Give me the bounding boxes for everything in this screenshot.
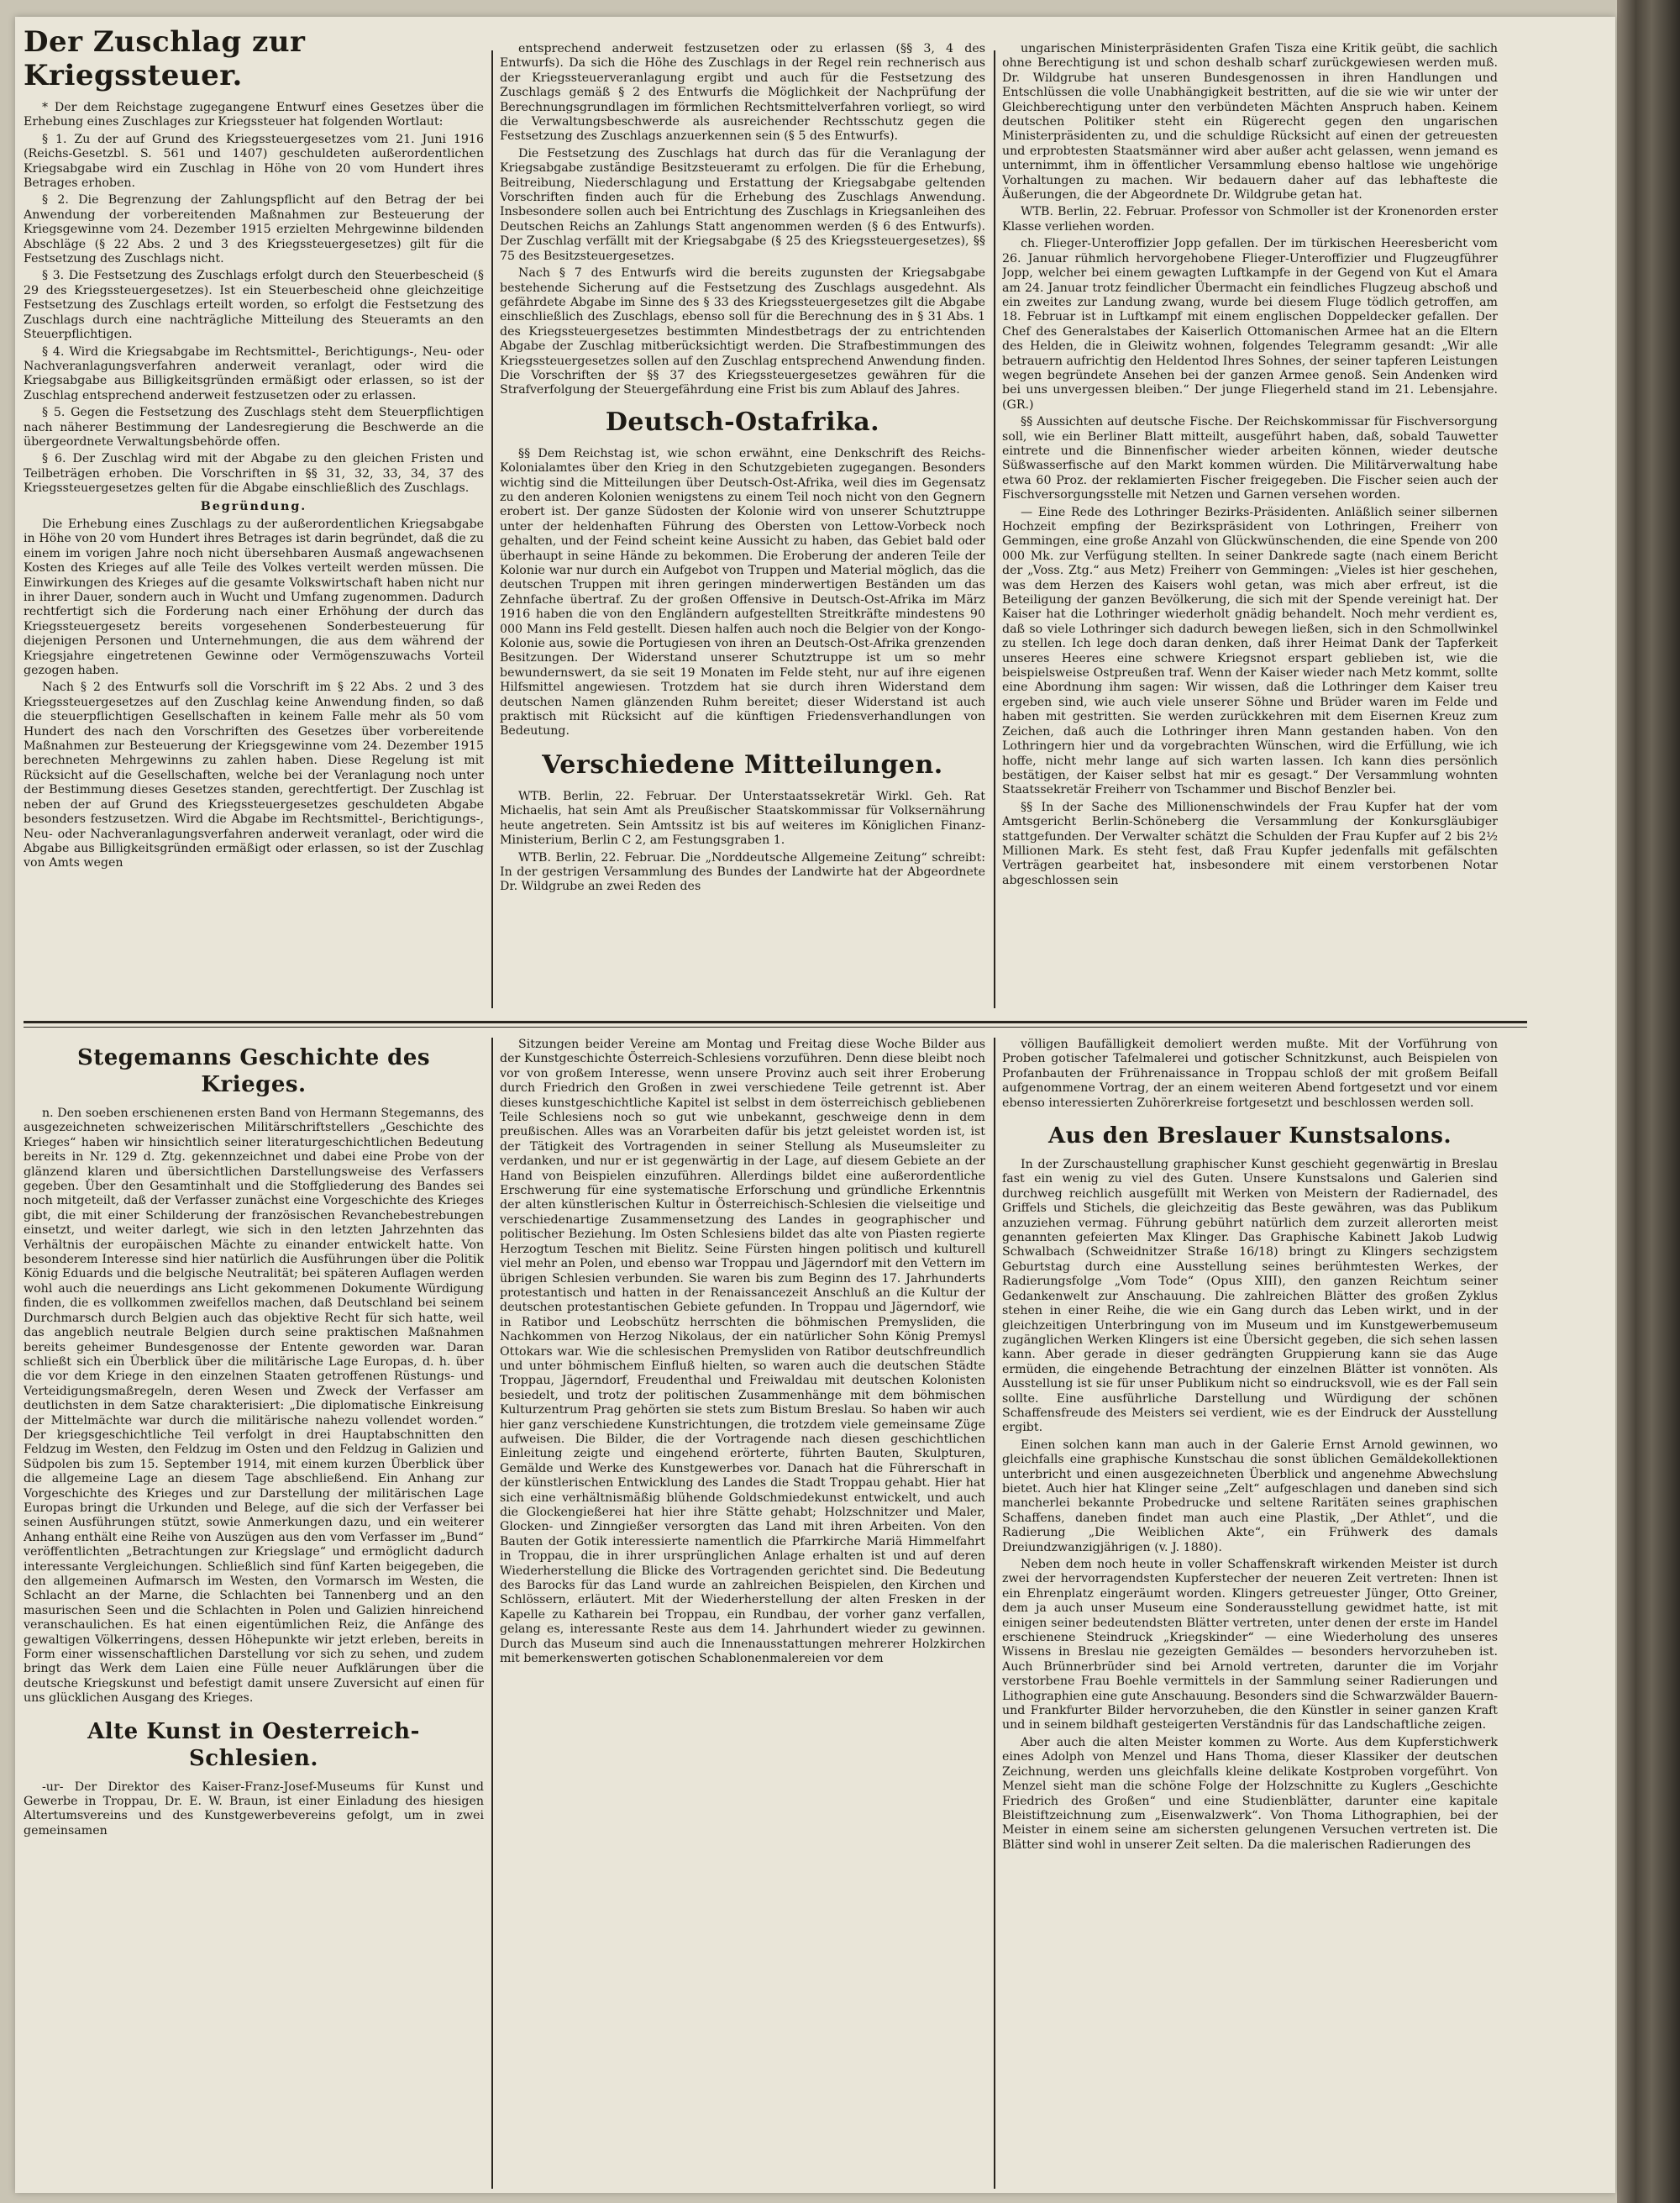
book-binding [1617, 0, 1680, 2203]
paragraph: Sitzungen beider Vereine am Montag und Freitag diese Woche Bilder aus der Kunstgeschichte Österreich-Schlesiens vorzuführen. Denn diese bleibt noch vor von großem Interesse, wenn unsere Provinz auch seit ihrer Eroberung durch Friedrich den Großen in zwei verschiedene Teile getrennt ist. Aber dieses kunstgeschichtliche Kapitel ist selbst in dem österreichisch gebliebenen Teile Schlesiens noch so gut wie unbekannt, geschweige denn in dem preußischen. Alles was an Vorarbeiten dafür bis jetzt geleistet worden ist, ist der Tätigkeit des Vortragenden in seiner Stellung als Museumsleiter zu verdanken, und nur er ist gegenwärtig in der Lage, auf diesem Gebiete an der Hand von Beispielen einzuführen. Allerdings bildet eine außerordentliche Erschwerung für eine systematische Erforschung und gründliche Erkenntnis der alten künstlerischen Kultur in Österreichisch-Schlesien die vielseitige und verschiedenartige Zusammensetzung des Landes in geographischer und politischer Beziehung. Im Osten Schlesiens bildet das alte von Piasten regierte Herzogtum Teschen mit Bielitz. Seine Fürsten hingen politisch und kulturell viel mehr an Polen, und ebenso war Troppau und Jägerndorf mit den Vettern im übrigen Schlesien verbunden. Sie waren bis zum Beginn des 17. Jahrhunderts protestantisch und hatten in der Renaissancezeit Anschluß an die Kultur der deutschen protestantischen Gebiete gefunden. In Troppau und Jägerndorf, wie in Ratibor und Leobschütz herrschten die böhmischen Premysliden, die Nachkommen von Herzog Nikolaus, der ein natürlicher Sohn König Premysl Ottokars war. Wie die schlesischen Premysliden von Ratibor deutschfreundlich und unter böhmischem Einfluß hielten, so waren auch die deutschen Städte Troppau, Jägerndorf, Freudenthal und Freiwaldau mit deutschen Kolonisten besiedelt, und trotz der politischen Zusammenhänge mit dem böhmischen Kulturzentrum Prag gehörten sie stets zum Bistum Breslau. So haben wir auch hier ganz verschiedene Kunstrichtungen, die trotzdem viele gemeinsame Züge aufweisen. Die Bilder, die der Vortragende nach diesen geschichtlichen Einleitung zeigte und eingehend erörterte, führten Bauten, Skulpturen, Gemälde und Werke des Kunstgewerbes vor. Danach hat die Führerschaft in der künstlerischen Entwicklung des Landes die Stadt Troppau gehabt. Hier hat sich eine verhältnismäßig blühende Goldschmiedekunst entwickelt, und auch die Glockengießerei hat hier ihre Stätte gehabt; Holzschnitzer und Maler, Glocken- und Zinngießer versorgten das Land mit ihren Arbeiten. Von den Bauten der Gotik interessierte namentlich die Pfarrkirche Mariä Himmelfahrt in Troppau, die in ihrer ursprünglichen Anlage erhalten ist und auf deren Wiederherstellung die Blicke des Vortragenden gerichtet sind. Die Bedeutung des Barocks für das Land wurde an zahlreichen Beispielen, den Kirchen und Schlössern, erläutert. Mit der Wiederherstellung der alten Fresken in der Kapelle zu Katharein bei Troppau, ein Rundbau, der vorher ganz verfallen, gelang es, interessante Reste aus dem 14. Jahrhundert wieder zu gewinnen. Durch das Museum sind auch die Innenausstattungen mehrerer Holzkirchen mit bemerkenswerten gotischen Schablonenmalereien vor dem [500, 1038, 985, 1666]
paragraph: — Eine Rede des Lothringer Bezirks-Präsidenten. Anläßlich seiner silbernen Hochzeit empfing der Bezirkspräsident von Lothringen, Freiherr von Gemmingen, eine große Anzahl von Glückwünschenden, die eine Spende von 200 000 Mk. zur Verfügung stellten. In seiner Dankrede sagte (nach einem Bericht der „Voss. Ztg.“ aus Metz) Freiherr von Gemmingen: „Vieles ist hier geschehen, was dem Herzen des Kaisers wohl getan, was mich aber erfreut, ist die Beteiligung der ganzen Bevölkerung, die sich mit der Spende vereinigt hat. Der Kaiser hat die Lothringer wiederholt gnädig behandelt. Noch mehr verdient es, daß so viele Lothringer sich dadurch bewegen ließen, sich in den Schmollwinkel zu stellen. Ich lege doch daran denken, daß ihrer Heimat Dank der Tapferkeit unseres Heeres eine schwere Kriegsnot erspart geblieben ist, wie die beispielsweise Ostpreußen traf. Wenn der Kaiser wieder nach Metz kommt, sollte eine Abordnung ihm sagen: Wir wissen, daß die Lothringer dem Kaiser treu ergeben sind, wie auch viele unserer Söhne und Brüder waren im Felde und haben mit gestritten. Sie werden zurückkehren mit dem Eisernen Kreuz zum Zeichen, daß auch die Lothringer ihren Mann gestanden haben. Von den Lothringern hier und da vorgebrachten Wünschen, wird die Erfüllung, wie ich hoffe, nicht mehr lange auf sich warten lassen. Ich kann dies persönlich bestätigen, der Kaiser selbst hat mir es gesagt.“ Der Versammlung wohnten Staatssekretär Freiherr von Tschammer und Bischof Benzler bei. [1002, 505, 1498, 797]
column-divider [491, 50, 493, 1008]
section-subhead-begruendung: Begründung. [200, 499, 307, 513]
article-title-alte-kunst: Alte Kunst in Oesterreich-Schlesien. [87, 1718, 420, 1771]
column-divider [994, 50, 995, 1008]
paragraph: §§ In der Sache des Millionenschwindels der Frau Kupfer hat der vom Amtsgericht Berlin-Schöneberg die Versammlung der Konkursgläubiger stattgefunden. Der Verwalter schätzt die Schulden der Frau Kupfer auf 2 bis 2½ Millionen Mark. Es steht fest, daß Frau Kupfer jedenfalls mit gefälschten Verträgen gearbeitet hat, insbesondere mit einem verstorbenen Notar abgeschlossen sein [1002, 800, 1498, 887]
article-title-stegemanns: Stegemanns Geschichte des Krieges. [76, 1045, 431, 1097]
paragraph: § 1. Zu der auf Grund des Kriegssteuergesetzes vom 21. Juni 1916 (Reichs-Gesetzbl. S. 561 und 1407) geschuldeten außerordentlichen Kriegsabgabe wird ein Zuschlag in Höhe von 20 vom Hundert ihres Betrages erhoben. [24, 132, 484, 191]
paragraph: -ur- Der Direktor des Kaiser-Franz-Josef-Museums für Kunst und Gewerbe in Troppau, Dr. E. W. Braun, ist einer Einladung des hiesigen Altertumsvereins und des Kunstgewerbevereins gefolgt, um in zwei gemeinsamen [24, 1780, 484, 1838]
paragraph: Nach § 2 des Entwurfs soll die Vorschrift im § 22 Abs. 2 und 3 des Kriegssteuergesetzes auf den Zuschlag keine Anwendung finden, so daß die steuerpflichtigen Gesellschaften in keinem Falle mehr als 50 vom Hundert des nach den Vorschriften des Gesetzes über vorbereitende Maßnahmen zur Besteuerung der Kriegsgewinne vom 24. Dezember 1915 berechneten Mehrgewinns zu zahlen haben. Diese Regelung ist mit Rücksicht auf die Gesellschaften, welche bei der Veranlagung noch unter der Bestimmung dieses Gesetzes standen, gerechtfertigt. Der Zuschlag ist neben der auf Grund des Kriegssteuergesetzes geschuldeten Abgabe besonders festzusetzen. Wird die Abgabe im Rechtsmittel-, Berichtigungs-, Neu- oder Nachveranlagungsverfahren anderweit veranlagt, oder wird die Abgabe aus Billigkeitsgründen ermäßigt oder erlassen, so ist der Zuschlag von Amts wegen [24, 681, 484, 870]
paragraph: entsprechend anderweit festzusetzen oder zu erlassen (§§ 3, 4 des Entwurfs). Da sich die Höhe des Zuschlags in der Regel rein rechnerisch aus der Kriegssteuerveranlagung ergibt und auch für die Festsetzung des Zuschlags gemäß § 2 des Entwurfs die Möglichkeit der Nachprüfung der Berechnungsgrundlagen im förmlichen Rechtsmittelverfahren vorliegt, so wird die Verwaltungsbeschwerde als ausreichender Rechtsschutz gegen die Festsetzung des Zuschlags anzuerkennen sein (§ 5 des Entwurfs). [500, 42, 985, 144]
feuilleton-separator-thin [24, 1027, 1527, 1028]
paragraph: ungarischen Ministerpräsidenten Grafen Tisza eine Kritik geübt, die sachlich ohne Berechtigung ist und schon deshalb scharf zurückgewiesen werden muß. Dr. Wildgrube hat unseren Bundesgenossen in ihren Handlungen und Entschlüssen die volle Unabhängigkeit bestritten, auf die sie wie wir unter der Gleichberechtigung unter den verbündeten Mächten Anspruch haben. Keinem deutschen Politiker steht ein Rügerecht gegen den ungarischen Ministerpräsidenten zu, und die schuldige Rücksicht auf einen der getreuesten und erprobtesten Staatsmänner wird aber außer acht gelassen, wenn jemand es unternimmt, ihm in öffentlicher Versammlung ebenso haltlose wie ungehörige Vorhaltungen zu machen. Wir bedauern daher auf das lebhafteste die Äußerungen, die der Abgeordnete Dr. Wildgrube getan hat. [1002, 42, 1498, 202]
paragraph: Die Festsetzung des Zuschlags hat durch das für die Veranlagung der Kriegsabgabe zuständige Besitzsteueramt zu erfolgen. Die für die Erhebung, Beitreibung, Niederschlagung und Erstattung der Kriegsabgabe geltenden Vorschriften finden auch für die Erhebung des Zuschlags Anwendung. Insbesondere sollen auch bei Entrichtung des Zuschlags in Kriegsanleihen des Deutschen Reichs an Zahlungs Statt angenommen werden (§ 6 des Entwurfs). Der Zuschlag verfällt mit der Kriegsabgabe (§ 25 des Kriegssteuergesetzes), §§ 75 des Besitzsteuergesetzes. [500, 146, 985, 263]
article-title-kriegssteuer: Der Zuschlag zur Kriegssteuer. [24, 25, 306, 92]
paragraph: völligen Baufälligkeit demoliert werden mußte. Mit der Vorführung von Proben gotischer Tafelmalerei und gotischer Schnitzkunst, auch Beispielen von Profanbauten der Frührenaissance in Troppau schloß der mit großem Beifall aufgenommene Vortrag, der an einem weiteren Abend fortgesetzt und vor einem ebenso interessierten Zuhörerkreise fortgesetzt und beschlossen werden soll. [1002, 1038, 1498, 1110]
paragraph: § 3. Die Festsetzung des Zuschlags erfolgt durch den Steuerbescheid (§ 29 des Kriegssteuergesetzes). Ist ein Steuerbescheid ohne gleichzeitige Festsetzung des Zuschlags erteilt worden, so erfolgt die Festsetzung des Zuschlags durch eine nachträgliche Mitteilung des Steueramts an den Steuerpflichtigen. [24, 269, 484, 342]
feuilleton-separator [24, 1021, 1527, 1023]
paragraph: n. Den soeben erschienenen ersten Band von Hermann Stegemanns, des ausgezeichneten schweizerischen Militärschriftstellers „Geschichte des Krieges“ haben wir hinsichtlich seiner literaturgeschichtlichen Bedeutung bereits in Nr. 129 d. Ztg. gekennzeichnet und dabei eine Probe von der glänzend klaren und übersichtlichen Darstellungsweise des Verfassers gegeben. Über den Gesamtinhalt und die Stoffgliederung des Bandes sei noch mitgeteilt, daß der Verfasser zunächst eine Vorgeschichte des Krieges gibt, die mit einer Schilderung der französischen Revanchebestrebungen einsetzt, und weiter darlegt, wie sich in den letzten Jahrzehnten das Verhältnis der europäischen Mächte zu einander entwickelt hatte. Von besonderem Interesse sind hier natürlich die Ausführungen über die Politik König Eduards und die belgische Neutralität; bei späteren Auflagen werden wohl auch die neuerdings ans Licht gekommenen Dokumente Würdigung finden, die es vollkommen zweifellos machen, daß Deutschland bei seinem Durchmarsch durch Belgien auch das objektive Recht für sich hatte, weil das angeblich neutrale Belgien durch seine praktischen Maßnahmen bereits geheimer Bundesgenosse der Entente geworden war. Daran schließt sich ein Überblick über die militärische Lage Europas, d. h. über die vor dem Kriege in den einzelnen Staaten getroffenen Rüstungs- und Verteidigungsmaßregeln, deren Wesen und Zweck der Verfasser am deutlichsten in dem Satze charakterisiert: „Die diplomatische Einkreisung der Mittelmächte war durch die militärische nahezu vollendet worden.“ Der kriegsgeschichtliche Teil verfolgt in drei Hauptabschnitten den Feldzug im Westen, den Feldzug im Osten und den Feldzug in Galizien und Südpolen bis zum 15. September 1914, mit einem kurzen Überblick über die allgemeine Lage an diesem Tage abschließend. Ein Anhang zur Vorgeschichte des Krieges und zur Darstellung der militärischen Lage Europas bringt die Urkunden und Belege, auf die sich der Verfasser bei seinen Ausführungen stützt, sowie Anmerkungen dazu, und ein weiterer Anhang enthält eine Reihe von Auszügen aus den vom Verfasser im „Bund“ veröffentlichten „Betrachtungen zur Kriegslage“ und ermöglicht dadurch interessante Vergleichungen. Schließlich sind fünf Karten beigegeben, die den allgemeinen Aufmarsch im Westen, den Vormarsch im Westen, die Schlacht an der Marne, die Schlachten bei Tannenberg und an den masurischen Seen und die Schlachten in Polen und Galizien hinreichend veranschaulichen. Es hat einen eigentümlichen Reiz, die Anfänge des gewaltigen Völkerringens, dessen Höhepunkte wir jetzt erleben, bereits in Form einer wissenschaftlichen Darstellung vor sich zu sehen, und zudem bringt das Werk dem Laien eine Fülle neuer Aufklärungen über die deutsche Kriegskunst und befestigt damit unsere Zuversicht auf einen für uns glücklichen Ausgang des Krieges. [24, 1107, 484, 1706]
article-title-breslauer-kunstsalons: Aus den Breslauer Kunstsalons. [1048, 1123, 1452, 1149]
article-title-verschiedene-mitteilungen: Verschiedene Mitteilungen. [542, 749, 943, 780]
column-divider [491, 1038, 493, 2189]
column-divider [994, 1038, 995, 2189]
bottom-column-1 [24, 1038, 484, 2193]
paragraph: In der Zurschaustellung graphischer Kunst geschieht gegenwärtig in Breslau fast ein wenig zu viel des Guten. Unsere Kunstsalons und Galerien sind durchweg reichlich ausgefüllt mit Werken von Meistern der Radiernadel, des Griffels und Stichels, die gleichzeitig das Beste gewähren, was das Publikum anzuziehen vermag. Führung gebührt natürlich dem zurzeit allerorten meist genannten gefeierten Max Klinger. Das Graphische Kabinett Jakob Ludwig Schwalbach (Schweidnitzer Straße 16/18) bringt zu Klingers sechzigstem Geburtstag durch eine Ausstellung seines berühmtesten Werkes, der Radierungsfolge „Vom Tode“ (Opus XIII), den ganzen Reichtum seiner Gedankenwelt zur Anschauung. Die zahlreichen Blätter des großen Zyklus stehen in einer Reihe, die wie ein Gang durch das Leben wirkt, und in der gleichzeitigen Unterbringung von im Museum und im Kunstgewerbemuseum zugänglichen Werken Klingers ist eine Übersicht gegeben, die sich sehen lassen kann. Aber gerade in dieser gedrängten Gruppierung kann sie das Auge ermüden, die eingehende Betrachtung der einzelnen Blätter ist vonnöten. Als Ausstellung ist sie für unser Publikum nicht so eindrucksvoll, wie es der Fall sein sollte. Eine ausführliche Darstellung und Würdigung der schönen Schaffensfreude des Meisters sei verdient, wie es der Eindruck der Ausstellung ergibt. [1002, 1158, 1498, 1435]
article-title-deutsch-ostafrika: Deutsch-Ostafrika. [605, 407, 880, 437]
paragraph: WTB. Berlin, 22. Februar. Der Unterstaatssekretär Wirkl. Geh. Rat Michaelis, hat sein Amt als Preußischer Staatskommissar für Volksernährung heute angetreten. Sein Amtssitz ist bis auf weiteres im Königlichen Finanz-Ministerium, Berlin C 2, am Festungsgraben 1. [500, 789, 985, 848]
paragraph: WTB. Berlin, 22. Februar. Professor von Schmoller ist der Kronenorden erster Klasse verliehen worden. [1002, 205, 1498, 234]
bottom-column-3 [1002, 1038, 1498, 2193]
paragraph: §§ Aussichten auf deutsche Fische. Der Reichskommissar für Fischversorgung soll, wie ein Berliner Blatt mitteilt, ausgeführt haben, daß, sobald Tauwetter eintrete und die Binnenfischer wieder arbeiten können, wieder deutsche Süßwasserfische auf den Markt kommen würden. Die Militärverwaltung habe etwa 60 Proz. der reklamierten Fischer freigegeben. Die Fischer seien auch der Fischversorgungsstelle mit Netzen und Garnen versehen worden. [1002, 415, 1498, 502]
paragraph: Neben dem noch heute in voller Schaffenskraft wirkenden Meister ist durch zwei der hervorragendsten Kupferstecher der neueren Zeit vertreten: Ihnen ist ein Ehrenplatz eingeräumt worden. Klingers getreuester Jünger, Otto Greiner, dem ja auch unser Museum eine Sonderausstellung gewidmet hatte, ist mit einigen seiner bedeutendsten Blätter vertreten, unter denen der erste im Handel erschienene Steindruck „Kriegskinder“ — eine Wiederholung des unseres Wissens in Breslau nie gezeigten Gemäldes — besonders hervorzuheben ist. Auch Brünnerbrüder sind bei Arnold vertreten, darunter die im Vorjahr verstorbene Frau Boehle vermittels in der Sammlung seiner Radierungen und Lithographien eine gute Anschauung. Besonders sind die Schwarzwälder Bauern- und Frankfurter Bilder hervorzuheben, die den Künstler in seiner ganzen Kraft und in seinem bildhaft gesteigerten Verständnis für das Landschaftliche zeigen. [1002, 1558, 1498, 1732]
newspaper-page [15, 17, 1615, 2193]
top-column-2 [500, 42, 985, 1004]
paragraph: § 4. Wird die Kriegsabgabe im Rechtsmittel-, Berichtigungs-, Neu- oder Nachveranlagungsverfahren anderweit veranlagt, oder wird die Kriegsabgabe aus Billigkeitsgründen ermäßigt oder erlassen, so ist der Zuschlag entsprechend anderweit festzusetzen oder zu erlassen. [24, 344, 484, 402]
paragraph: Nach § 7 des Entwurfs wird die bereits zugunsten der Kriegsabgabe bestehende Sicherung auf die Festsetzung des Zuschlags ausgedehnt. Als gefährdete Abgabe im Sinne des § 33 des Kriegssteuergesetzes gilt die Abgabe einschließlich des Zuschlags, ebenso soll für die Berechnung des in § 31 Abs. 1 des Kriegssteuergesetzes bestimmten Mindestbetrags der zu entrichtenden Abgabe der Zuschlag mitberücksichtigt werden. Die Strafbestimmungen des Kriegssteuergesetzes sollen auf den Zuschlag entsprechend Anwendung finden. Die Vorschriften der §§ 37 des Kriegssteuergesetzes gewähren für die Strafverfolgung der Steuergefährdung eine Frist bis zum Ablauf des Jahres. [500, 266, 985, 397]
paragraph: ch. Flieger-Unteroffizier Jopp gefallen. Der im türkischen Heeresbericht vom 26. Januar rühmlich hervorgehobene Flieger-Unteroffizier und Flugzeugführer Jopp, welcher bei einem gewagten Luftkampfe in der Gegend von Kut el Amara am 24. Januar trotz feindlicher Übermacht ein feindliches Flugzeug abschoß und ein zweites zur Landung zwang, wurde bei diesem Fluge tödlich getroffen, am 18. Februar ist in Luftkampf mit einem englischen Doppeldecker gefallen. Der Chef des Generalstabes der Kaiserlich Ottomanischen Armee hat an die Eltern des Helden, die in Gleiwitz wohnen, folgendes Telegramm gesandt: „Wir alle betrauern aufrichtig den Heldentod Ihres Sohnes, der seiner tapferen Leistungen wegen begründete Ansehen bei der ganzen Armee genoß. Sein Andenken wird bei uns unvergessen bleiben.“ Der junge Fliegerheld stand im 21. Lebensjahre. (GR.) [1002, 237, 1498, 412]
paragraph: * Der dem Reichstage zugegangene Entwurf eines Gesetzes über die Erhebung eines Zuschlages zur Kriegssteuer hat folgenden Wortlaut: [24, 101, 484, 129]
top-column-3 [1002, 42, 1498, 1004]
paragraph: § 5. Gegen die Festsetzung des Zuschlags steht dem Steuerpflichtigen nach näherer Bestimmung der Landesregierung die Beschwerde an die übergeordnete Verwaltungsbehörde offen. [24, 406, 484, 449]
top-column-1 [24, 25, 484, 1004]
paragraph: Aber auch die alten Meister kommen zu Worte. Aus dem Kupferstichwerk eines Adolph von Menzel und Hans Thoma, dieser Klassiker der deutschen Zeichnung, werden uns gleichfalls kleine delikate Kostproben vorgeführt. Von Menzel sieht man die schöne Folge der Holzschnitte zu Kuglers „Geschichte Friedrich des Großen“ und eine Studienblätter, darunter eine kapitale Bleistiftzeichnung zum „Eisenwalzwerk“. Von Thoma Lithographien, bei der Meister in einem seine am sichersten gelungenen Versuchen vertreten ist. Die Blätter sind wohl in unserer Zeit selten. Da die malerischen Radierungen des [1002, 1735, 1498, 1852]
paragraph: § 2. Die Begrenzung der Zahlungspflicht auf den Betrag der bei Anwendung der vorbereitenden Maßnahmen zur Besteuerung der Kriegsgewinne vom 24. Dezember 1915 erzielten Mehrgewinne bildenden Abschläge (§ 22 Abs. 2 und 3 des Kriegssteuergesetzes) gilt für die Festsetzung des Zuschlags nicht. [24, 193, 484, 266]
paragraph: Einen solchen kann man auch in der Galerie Ernst Arnold gewinnen, wo gleichfalls eine graphische Kunstschau die sonst üblichen Gemäldekollektionen unterbricht und einen ausgezeichneten Überblick und angenehme Abwechslung bietet. Auch hier hat Klinger seine „Zelt“ aufgeschlagen und daneben sind sich mancherlei bekannte Probedrucke und seltene Raritäten seines graphischen Schaffens, daneben findet man auch eine Plastik, „Der Athlet“, und die Radierung „Die Weiblichen Akte“, ein Frühwerk des damals Dreiundzwanzigjährigen (v. J. 1880). [1002, 1438, 1498, 1554]
paragraph: WTB. Berlin, 22. Februar. Die „Norddeutsche Allgemeine Zeitung“ schreibt: In der gestrigen Versammlung des Bundes der Landwirte hat der Abgeordnete Dr. Wildgrube an zwei Reden des [500, 850, 985, 894]
bottom-column-2 [500, 1038, 985, 2193]
paragraph: Die Erhebung eines Zuschlags zu der außerordentlichen Kriegsabgabe in Höhe von 20 vom Hundert ihres Betrages ist darin begründet, daß die zu einem im vorigen Jahre noch nicht übersehbaren Ausmaß angewachsenen Kosten des Krieges auf alle Teile des Volkes verteilt werden müssen. Die Einwirkungen des Krieges auf die gesamte Volkswirtschaft haben nicht nur in ihrer Dauer, sondern auch in Wucht und Umfang zugenommen. Dadurch rechtfertigt sich die Forderung nach einer Erhöhung der durch das Kriegssteuergesetz bereits vorgesehenen Sonderbesteuerung für diejenigen Personen und Unternehmungen, die aus dem während der Kriegsjahre eingetretenen Gewinne oder Vermögenszuwachs Vorteil gezogen haben. [24, 517, 484, 678]
paragraph: § 6. Der Zuschlag wird mit der Abgabe zu den gleichen Fristen und Teilbeträgen erhoben. Die Vorschriften in §§ 31, 32, 33, 34, 37 des Kriegssteuergesetzes gelten für die Abgabe einschließlich des Zuschlags. [24, 452, 484, 496]
paragraph: §§ Dem Reichstag ist, wie schon erwähnt, eine Denkschrift des Reichs-Kolonialamtes über den Krieg in den Schutzgebieten zugegangen. Besonders wichtig sind die Mitteilungen über Deutsch-Ost-Afrika, weil dies im Gegensatz zu den anderen Kolonien wenigstens zu einem Teil noch nicht von den Gegnern erobert ist. Der ganze Südosten der Kolonie wird von unserer Schutztruppe unter der heldenhaften Führung des Obersten von Lettow-Vorbeck noch gehalten, und der Feind scheint keine Aussicht zu haben, das Gebiet bald oder überhaupt in seine Hände zu bekommen. Die Eroberung der anderen Teile der Kolonie war nur durch ein Aufgebot von Truppen und Material möglich, das die deutschen Truppen mit ihren geringen minderwertigen Beständen um das Zehnfache übertraf. Zu der großen Offensive in Deutsch-Ost-Afrika im März 1916 haben die von den Engländern aufgestellten Streitkräfte mindestens 90 000 Mann ins Feld gestellt. Diesen halfen auch noch die Belgier von der Kongo-Kolonie aus, sowie die Portugiesen von ihren an Deutsch-Ost-Afrika grenzenden Besitzungen. Der Widerstand unserer Schutztruppe ist um so mehr bewundernswert, da sie seit 19 Monaten im Felde steht, nur auf ihre eigenen Hilfsmittel angewiesen. Trotzdem hat sie durch ihren Widerstand dem deutschen Namen glänzenden Ruhm bereitet; dieser Widerstand ist auch praktisch mit Rücksicht auf die künftigen Friedensverhandlungen von Bedeutung. [500, 446, 985, 739]
